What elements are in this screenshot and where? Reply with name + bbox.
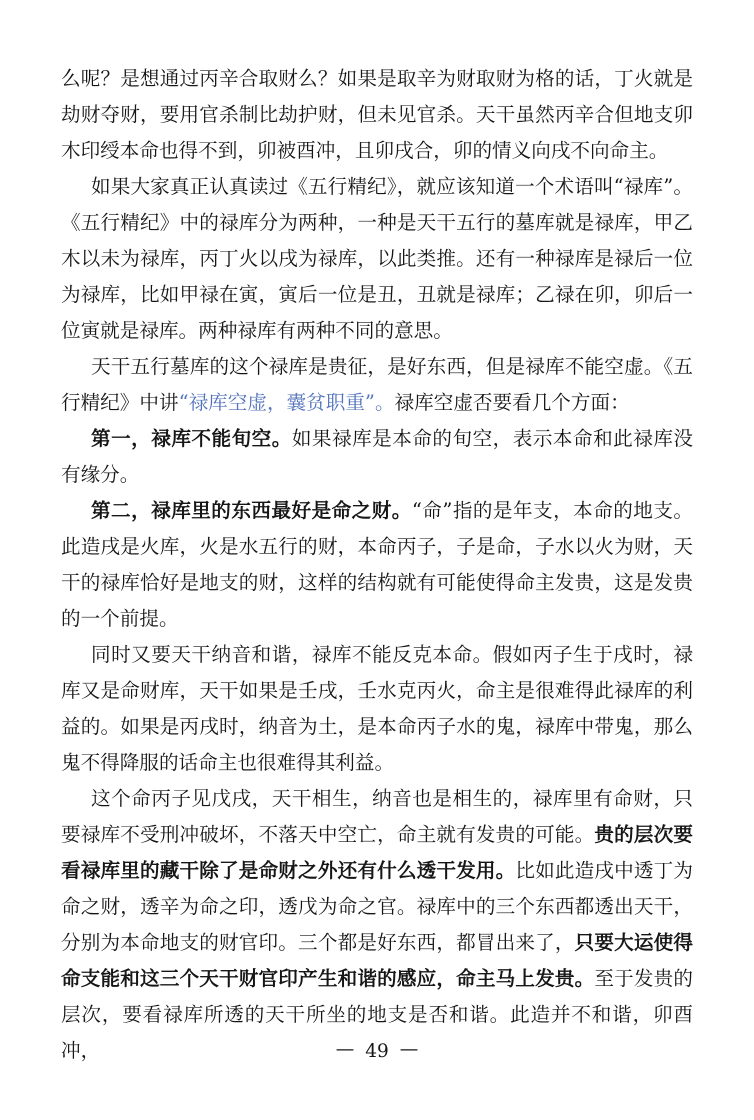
page-number: 49 xyxy=(365,1041,389,1062)
footer-dash-right: — xyxy=(399,1039,419,1060)
text-run: 禄库空虚否要看几个方面： xyxy=(394,391,630,414)
text-run: 天干五行墓库的这个禄库是贵征，是好东西，但是禄库不能空虚。《五行精纪》中讲 xyxy=(61,355,693,414)
page-footer xyxy=(0,1041,754,1062)
text-run: 么呢？是想通过丙辛合取财么？如果是取辛为财取财为格的话，丁火就是劫财夺财，要用官杀制比劫护财，但未见官杀。天干虽然丙辛合但地支卯木印绶本命也得不到，卯被酉冲，且卯戌合，卯的情义向戌不向命主。 xyxy=(61,67,693,162)
paragraph xyxy=(61,493,693,637)
paragraph xyxy=(61,421,693,493)
emphasis-run: 第一，禄库不能旬空。 xyxy=(91,427,292,450)
footer-dash-left: — xyxy=(335,1039,355,1060)
text-run: 同时又要天干纳音和谐，禄库不能反克本命。假如丙子生于戌时，禄库又是命财库，天干如果是壬戌，壬水克丙火，命主是很难得此禄库的利益的。如果是丙戌时，纳音为土，是本命丙子水的鬼，禄库中带鬼，那么鬼不得降服的话命主也很难得其利益。 xyxy=(61,643,693,774)
quote-highlight-text: “禄库空虚，囊贫职重”。 xyxy=(178,391,395,414)
paragraph xyxy=(61,169,693,349)
text-run: 至于发贵的层次，要看禄库所透的天干所坐的地支是否和谐。此造并不和谐，卯酉冲， xyxy=(61,967,694,1062)
text-run: 如果大家真正认真读过《五行精纪》，就应该知道一个术语叫“禄库”。《五行精纪》中的禄库分为两种，一种是天干五行的墓库就是禄库，甲乙木以未为禄库，丙丁火以戌为禄库，以此类推。还有一种禄库是禄后一位为禄库，比如甲禄在寅，寅后一位是丑，丑就是禄库；乙禄在卯，卯后一位寅就是禄库。两种禄库有两种不同的意思。 xyxy=(61,175,693,342)
paragraph xyxy=(61,637,693,781)
text-run: 如果禄库是本命的旬空，表示本命和此禄库没有缘分。 xyxy=(61,427,694,486)
emphasis-run: 第二，禄库里的东西最好是命之财。 xyxy=(91,499,412,522)
text-run: “命”指的是年支，本命的地支。此造戌是火库，火是水五行的财，本命丙子，子是命，子水以火为财，天干的禄库恰好是地支的财，这样的结构就有可能使得命主发贵，这是发贵的一个前提。 xyxy=(61,499,693,630)
paragraph xyxy=(61,349,693,421)
emphasis-run: 只要大运使得命支能和这三个天干财官印产生和谐的感应，命主马上发贵。 xyxy=(61,931,694,990)
emphasis-run: 贵的层次要看禄库里的藏干除了是命财之外还有什么透干发用。 xyxy=(61,823,694,882)
text-run: 比如此造戌中透丁为命之财，透辛为命之印，透戊为命之官。禄库中的三个东西都透出天干，分别为本命地支的财官印。三个都是好东西，都冒出来了， xyxy=(61,859,694,954)
text-run: 这个命丙子见戊戌，天干相生，纳音也是相生的，禄库里有命财，只要禄库不受刑冲破坏，不落天中空亡，命主就有发贵的可能。 xyxy=(61,787,693,846)
paragraph xyxy=(61,781,693,1069)
page-body-text xyxy=(61,61,693,1069)
paragraph xyxy=(61,61,693,169)
